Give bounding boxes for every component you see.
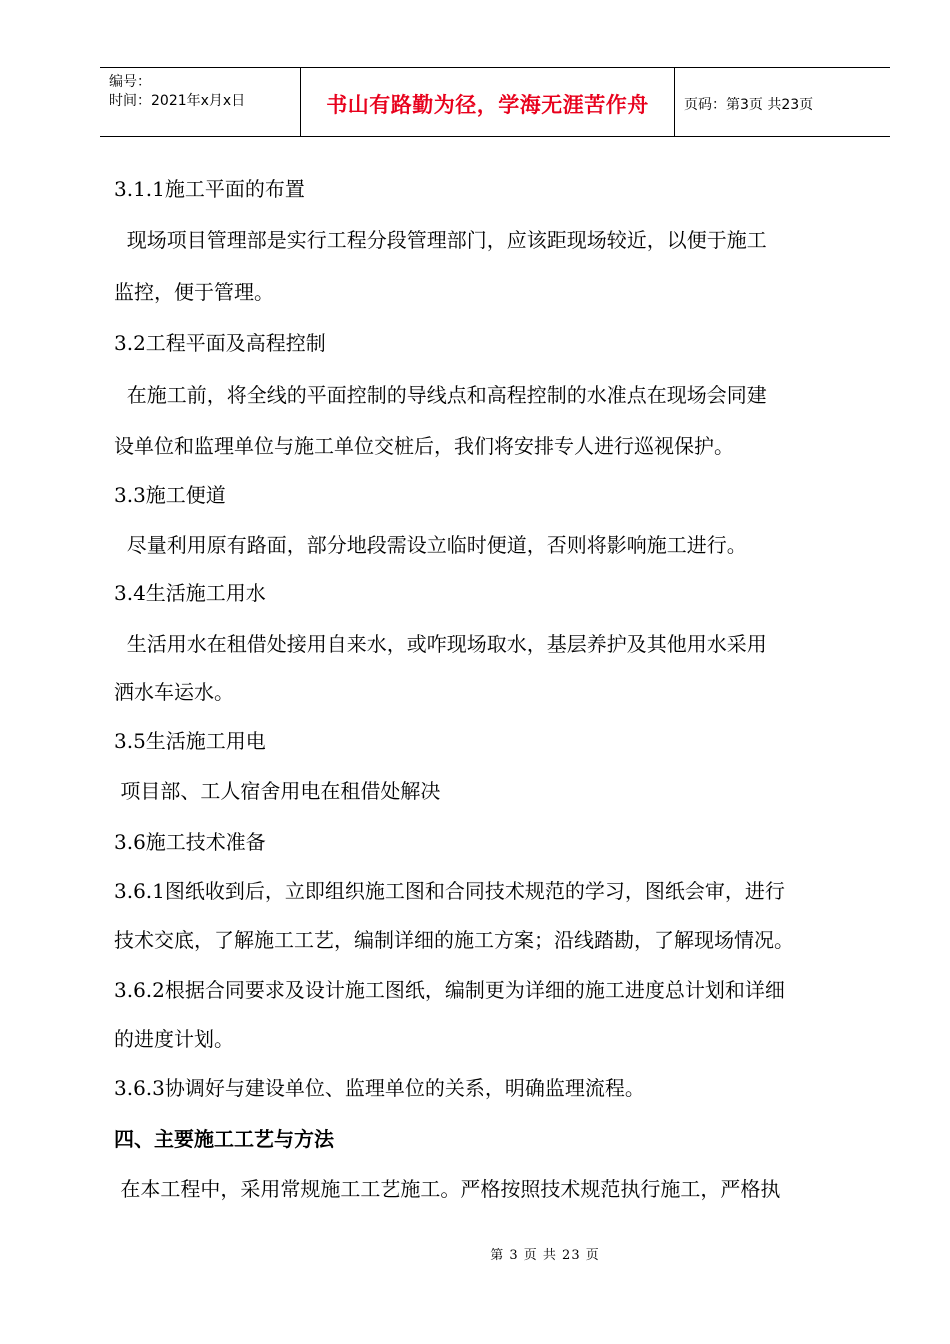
motto: 书山有路勤为径，学海无涯苦作舟 — [326, 92, 649, 117]
paragraph-line: 在施工前，将全线的平面控制的导线点和高程控制的水准点在现场会同建 — [114, 383, 767, 407]
paragraph-line: 在本工程中，采用常规施工工艺施工。严格按照技术规范执行施工，严格执 — [114, 1177, 781, 1201]
header-page-info: 页码：第3页 共23页 — [684, 96, 814, 113]
heading-3-5: 3.5生活施工用电 — [114, 729, 266, 753]
heading-3-2: 3.2工程平面及高程控制 — [114, 331, 326, 355]
paragraph-line: 技术交底，了解施工工艺，编制详细的施工方案；沿线踏勘，了解现场情况。 — [114, 928, 794, 952]
paragraph-line: 的进度计划。 — [114, 1027, 234, 1051]
paragraph-line: 监控，便于管理。 — [114, 280, 274, 304]
paragraph-line: 现场项目管理部是实行工程分段管理部门，应该距现场较近，以便于施工 — [114, 228, 767, 252]
paragraph-line: 洒水车运水。 — [114, 680, 234, 704]
footer-page-number: 第 3 页 共 23 页 — [490, 1248, 600, 1263]
heading-3-3: 3.3施工便道 — [114, 483, 226, 507]
paragraph-line: 尽量利用原有路面，部分地段需设立临时便道，否则将影响施工进行。 — [114, 533, 747, 557]
heading-3-6: 3.6施工技术准备 — [114, 830, 266, 854]
paragraph-line: 3.6.2根据合同要求及设计施工图纸，编制更为详细的施工进度总计划和详细 — [114, 978, 785, 1002]
time-label: 时间：2021年x月x日 — [109, 93, 246, 109]
heading-3-4: 3.4生活施工用水 — [114, 581, 266, 605]
paragraph-line: 生活用水在租借处接用自来水，或咋现场取水，基层养护及其他用水采用 — [114, 632, 767, 656]
code-label: 编号： — [109, 74, 151, 90]
page-header — [100, 67, 890, 137]
paragraph-line: 项目部、工人宿舍用电在租借处解决 — [114, 779, 441, 803]
paragraph-line: 3.6.1图纸收到后，立即组织施工图和合同技术规范的学习，图纸会审，进行 — [114, 879, 785, 903]
paragraph-line: 3.6.3协调好与建设单位、监理单位的关系，明确监理流程。 — [114, 1076, 645, 1100]
heading-3-1-1: 3.1.1施工平面的布置 — [114, 177, 305, 201]
header-motto-cell — [301, 68, 675, 136]
page-footer — [0, 1244, 950, 1263]
section-heading-4: 四、主要施工工艺与方法 — [114, 1127, 334, 1151]
header-meta — [100, 68, 301, 136]
paragraph-line: 设单位和监理单位与施工单位交桩后，我们将安排专人进行巡视保护。 — [114, 434, 734, 458]
